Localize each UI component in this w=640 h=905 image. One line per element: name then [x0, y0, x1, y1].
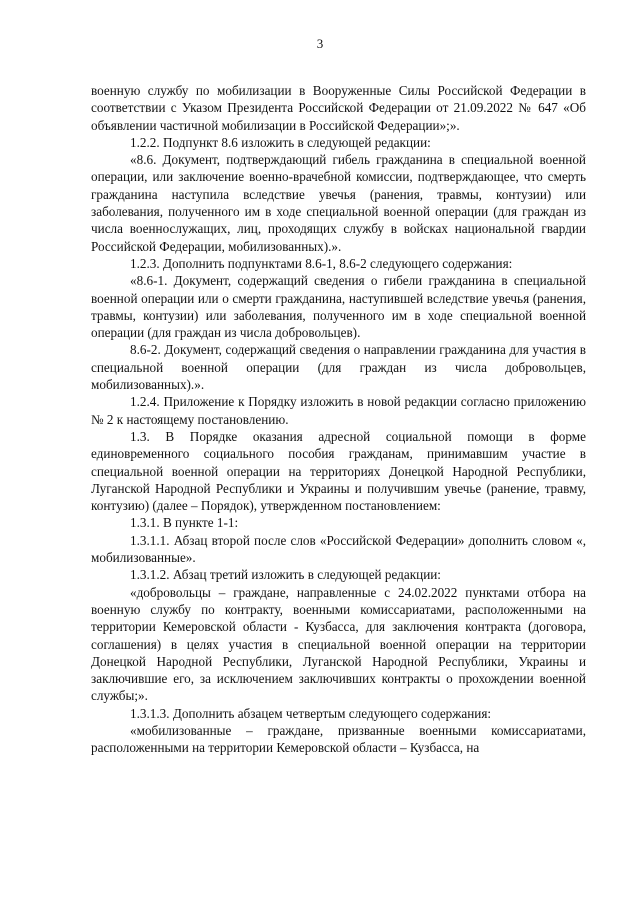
- paragraph-1-3-1: 1.3.1. В пункте 1-1:: [130, 515, 239, 531]
- document-body: [91, 82, 586, 757]
- paragraph-1-2-4: 1.2.4. Приложение к Порядку изложить в новой редакции согласно приложению № 2 к настоящему постановлению.: [91, 394, 586, 427]
- paragraph-mobilized-definition: «мобилизованные – граждане, призванные военными комиссариатами, расположенными на территории Кемеровской области – Кузбасса, на: [91, 722, 586, 756]
- paragraph-volunteers-definition: «добровольцы – граждане, направленные с 24.02.2022 пунктами отбора на военную службу по контракту, военными комиссариатами, расположенными на территории Кемеровской области - Кузбасса, для заключения контракта (договора, соглашения) в целях участия в специальной военной операции на территории Донецкой Народной Республики, Луганской Народной Республики, Украины и заключившие его, за исключением заключивших контракты о прохождении военной службы;».: [91, 584, 586, 704]
- paragraph-8-6-1: «8.6-1. Документ, содержащий сведения о гибели гражданина в специальной военной операции или о смерти гражданина, наступившей вследствие увечья (ранения, травмы, контузии) или заболевания, полученного им в ходе специальной военной операции (для граждан из числа добровольцев).: [91, 273, 586, 341]
- paragraph-1-3-1-1: 1.3.1.1. Абзац второй после слов «Российской Федерации» дополнить словом «, мобилизованные».: [91, 532, 586, 566]
- paragraph-1-3-1-2: 1.3.1.2. Абзац третий изложить в следующей редакции:: [130, 567, 441, 583]
- paragraph-1-2-3: 1.2.3. Дополнить подпунктами 8.6-1, 8.6-2 следующего содержания:: [130, 255, 513, 271]
- paragraph-1-3: 1.3. В Порядке оказания адресной социальной помощи в форме единовременного социального пособия гражданам, принимавшим участие в специальной военной операции на территориях Донецкой Народной Республики, Луганской Народной Республики и Украины и получившим увечье (ранение, травму, контузию) (далее – Порядок), утвержденном постановлением:: [91, 428, 586, 514]
- paragraph-8-6-2: 8.6-2. Документ, содержащий сведения о направлении гражданина для участия в специальной военной операции (для граждан из числа добровольцев, мобилизованных).».: [91, 342, 586, 393]
- paragraph-1-3-1-3: 1.3.1.3. Дополнить абзацем четвертым следующего содержания:: [130, 705, 492, 721]
- paragraph-continuation: военную службу по мобилизации в Вооруженные Силы Российской Федерации в соответствии с Указом Президента Российской Федерации от 21.09.2022 № 647 «Об объявлении частичной мобилизации в Российской Федерации»;».: [91, 83, 586, 133]
- paragraph-8-6: «8.6. Документ, подтверждающий гибель гражданина в специальной военной операции, или заключение военно-врачебной комиссии, подтверждающее, что смерть гражданина наступила вследствие увечья (ранения, травмы, контузии) или заболевания, полученного им в ходе специальной военной операции (для граждан из числа военнослужащих, лиц, проходящих службу в войсках национальной гвардии Российской Федерации, мобилизованных).».: [91, 152, 586, 254]
- paragraph-1-2-2: 1.2.2. Подпункт 8.6 изложить в следующей редакции:: [130, 134, 431, 150]
- page-number: 3: [316, 36, 324, 51]
